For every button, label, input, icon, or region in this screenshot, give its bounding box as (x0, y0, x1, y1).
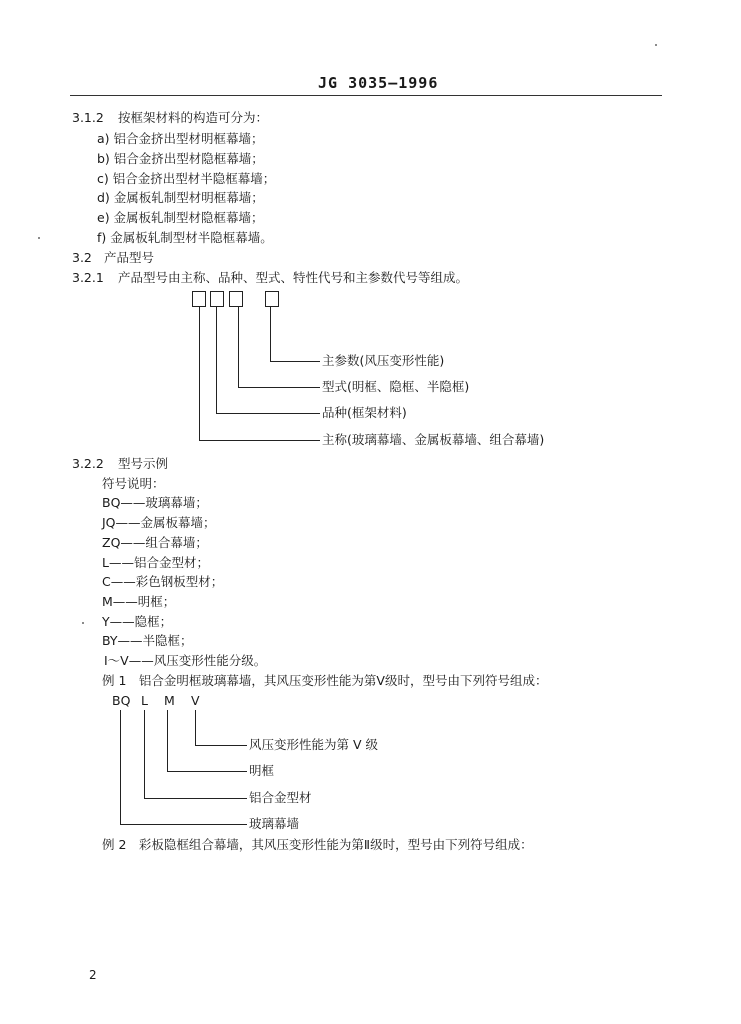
legend-title: 符号说明： (102, 476, 165, 491)
diagram-label-main-param: 主参数(风压变形性能) (322, 353, 445, 368)
example-label: 风压变形性能为第 Ⅴ 级 (249, 737, 378, 752)
code-box-variety (210, 291, 224, 307)
list-item: d) 金属板轧制型材明框幕墙； (97, 190, 264, 205)
legend-item: Y——隐框； (102, 614, 173, 629)
header-rule (70, 95, 662, 96)
connector-line (199, 307, 200, 440)
diagram-label-main-name: 主称(玻璃幕墙、金属板幕墙、组合幕墙) (322, 432, 545, 447)
connector-line (216, 307, 217, 413)
section-number-3-2-2: 3.2.2 (72, 456, 104, 471)
connector-line (167, 710, 168, 771)
list-item: e) 金属板轧制型材隐框幕墙； (97, 210, 264, 225)
scan-speck (82, 622, 84, 624)
page-number: 2 (89, 968, 97, 982)
connector-line (167, 771, 247, 772)
section-number-3-1-2: 3.1.2 (72, 110, 104, 125)
section-number-3-2: 3.2 (72, 250, 92, 265)
connector-line (195, 745, 247, 746)
connector-line (120, 710, 121, 824)
section-number-3-2-1: 3.2.1 (72, 270, 104, 285)
example-code: V (191, 693, 200, 708)
example-1-text: 例 1 铝合金明框玻璃幕墙，其风压变形性能为第Ⅴ级时，型号由下列符号组成： (102, 673, 548, 688)
diagram-label-type: 型式(明框、隐框、半隐框) (322, 379, 470, 394)
legend-item: M——明框； (102, 594, 176, 609)
connector-line (120, 824, 247, 825)
connector-line (144, 710, 145, 798)
code-box-type (229, 291, 243, 307)
standard-code: JG 3035—1996 (318, 74, 439, 92)
legend-item: BY——半隐框； (102, 633, 193, 648)
legend-item: ZQ——组合幕墙； (102, 535, 208, 550)
example-2-text: 例 2 彩板隐框组合幕墙，其风压变形性能为第Ⅱ级时，型号由下列符号组成： (102, 837, 533, 852)
diagram-label-variety: 品种(框架材料) (322, 405, 407, 420)
section-title-3-1-2: 按框架材料的构造可分为： (118, 110, 269, 125)
legend-item: JQ——金属板幕墙； (102, 515, 216, 530)
section-title-3-2: 产品型号 (104, 250, 155, 265)
legend-item: L——铝合金型材； (102, 555, 209, 570)
connector-line (216, 413, 320, 414)
example-label: 铝合金型材 (249, 790, 312, 805)
scan-speck (38, 237, 40, 239)
connector-line (199, 440, 320, 441)
list-item: c) 铝合金挤出型材半隐框幕墙； (97, 171, 276, 186)
legend-item: BQ——玻璃幕墙； (102, 495, 208, 510)
list-item: a) 铝合金挤出型材明框幕墙； (97, 131, 264, 146)
connector-line (270, 307, 271, 361)
example-code: M (164, 693, 175, 708)
connector-line (238, 387, 320, 388)
connector-line (270, 361, 320, 362)
example-code: L (141, 693, 148, 708)
connector-line (144, 798, 247, 799)
section-title-3-2-2: 型号示例 (118, 456, 169, 471)
example-code: BQ (112, 693, 131, 708)
example-label: 明框 (249, 763, 275, 778)
code-box-main-param (265, 291, 279, 307)
legend-item: C——彩色钢板型材； (102, 574, 224, 589)
section-text-3-2-1: 产品型号由主称、品种、型式、特性代号和主参数代号等组成。 (118, 270, 469, 285)
legend-item: Ⅰ～Ⅴ——风压变形性能分级。 (104, 653, 267, 668)
example-label: 玻璃幕墙 (249, 816, 300, 831)
scan-speck (655, 44, 657, 46)
list-item: f) 金属板轧制型材半隐框幕墙。 (97, 230, 273, 245)
code-box-main-name (192, 291, 206, 307)
connector-line (195, 710, 196, 745)
list-item: b) 铝合金挤出型材隐框幕墙； (97, 151, 264, 166)
connector-line (238, 307, 239, 387)
